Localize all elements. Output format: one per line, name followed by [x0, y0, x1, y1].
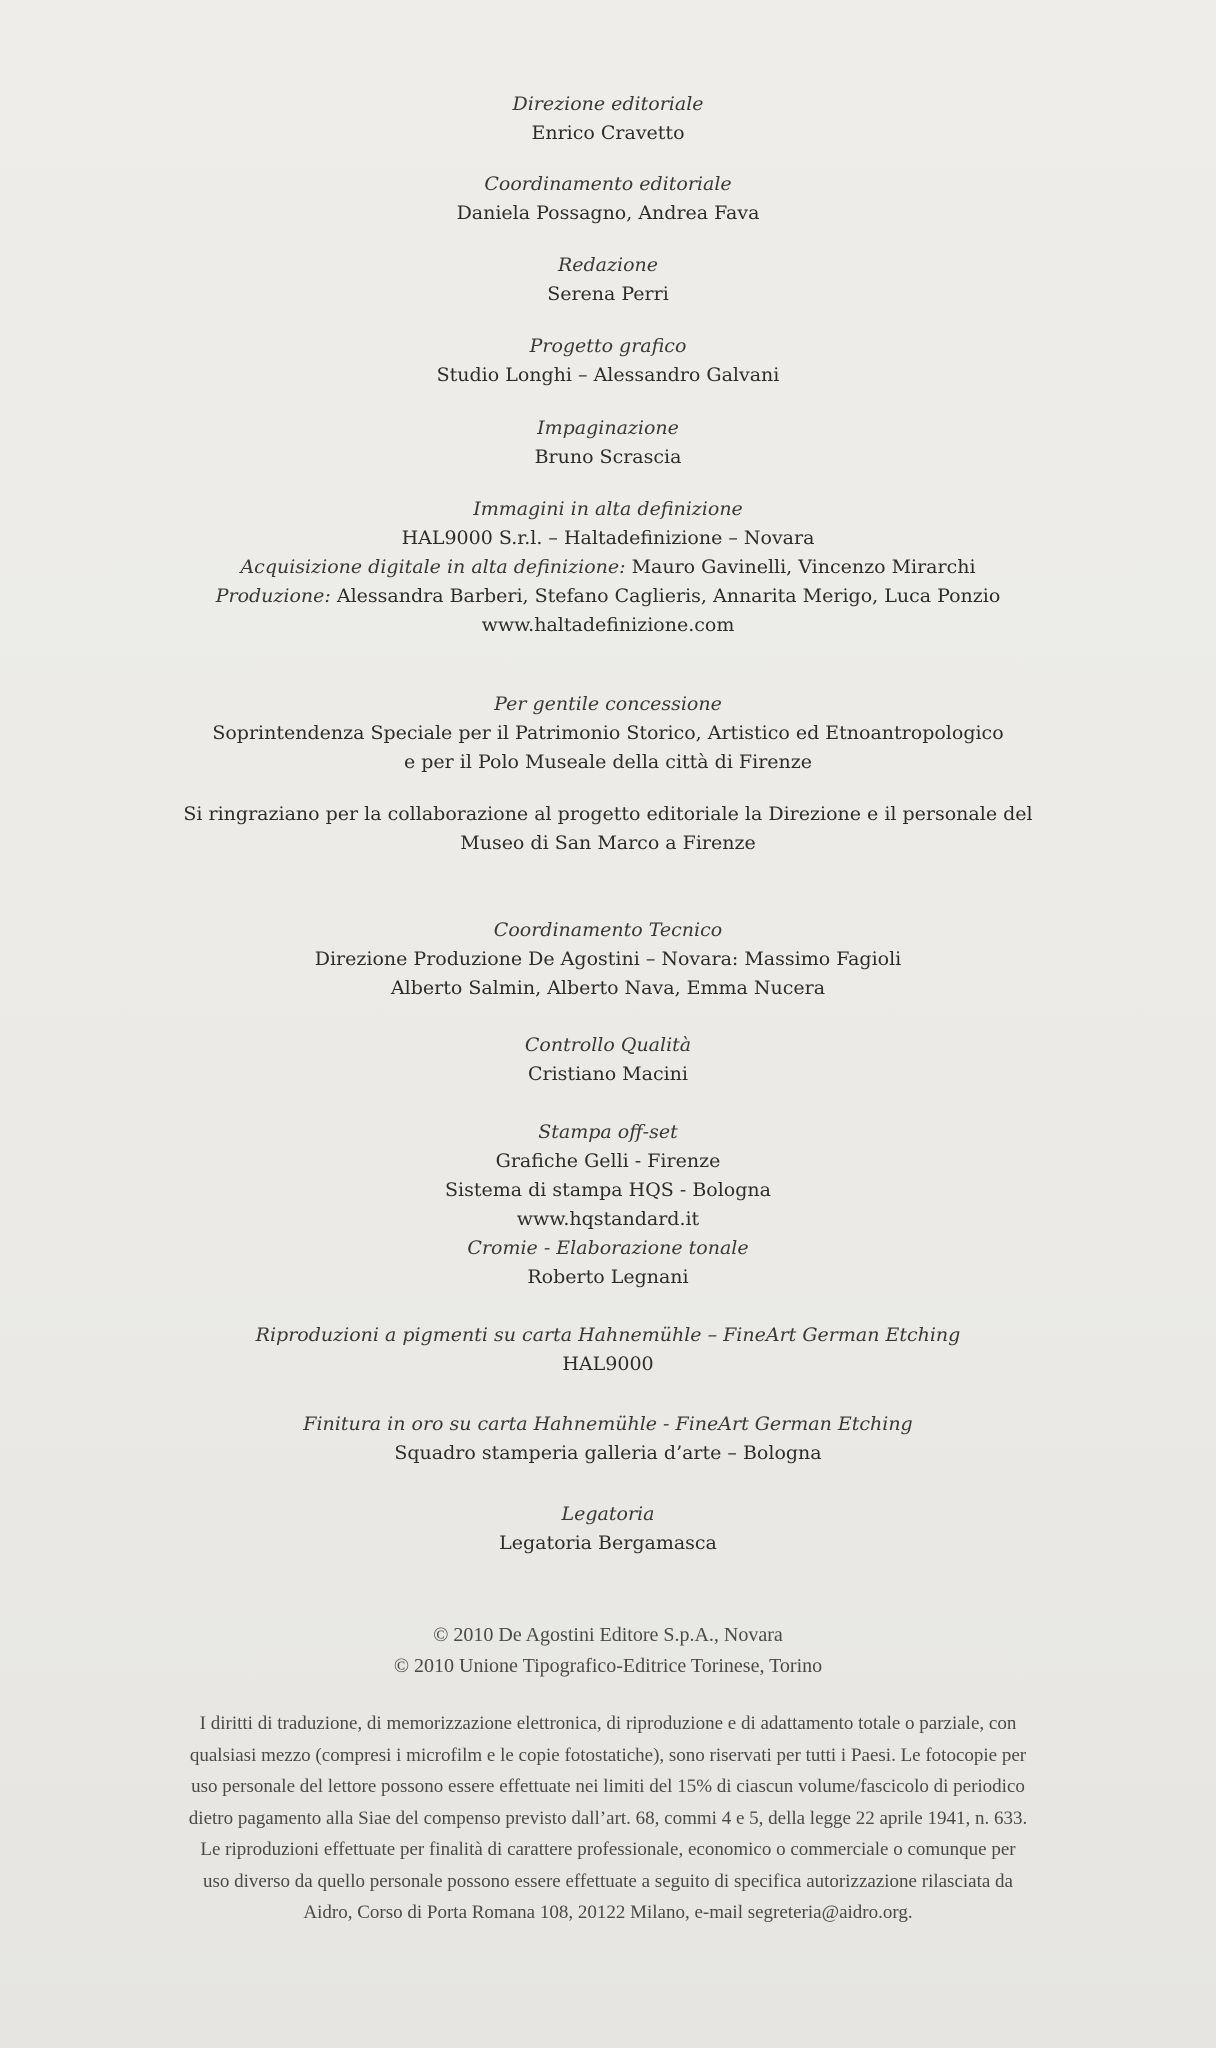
copyright-line: © 2010 Unione Tipografico-Editrice Torinese, Torino: [393, 1655, 823, 1677]
credit-value: Daniela Possagno, Andrea Fava: [456, 202, 760, 224]
credit-value: Bruno Scrascia: [534, 446, 682, 468]
credit-progetto-grafico: [0, 332, 1216, 390]
credit-riproduzioni: [0, 1321, 1216, 1379]
credit-label: Coordinamento Tecnico: [493, 919, 723, 941]
credit-value: Cristiano Macini: [527, 1063, 688, 1085]
credit-line: Direzione Produzione De Agostini – Novara: Massimo Fagioli: [314, 948, 902, 970]
ringraziamenti-line: Museo di San Marco a Firenze: [460, 832, 756, 854]
legal-line: uso personale del lettore possono essere effettuate nei limiti del 15% di ciascun volume/fascicolo di periodico: [191, 1776, 1025, 1797]
credit-value: HAL9000: [562, 1353, 654, 1375]
credit-value: Squadro stamperia galleria d’arte – Bologna: [394, 1442, 822, 1464]
credit-line: Sistema di stampa HQS - Bologna: [445, 1179, 771, 1201]
legal-line: Aidro, Corso di Porta Romana 108, 20122 Milano, e-mail segreteria@aidro.org.: [303, 1902, 913, 1923]
credit-line: Soprintendenza Speciale per il Patrimonio Storico, Artistico ed Etnoantropologico: [212, 722, 1004, 744]
credit-controllo-qualita: [0, 1031, 1216, 1089]
ringraziamenti: [0, 800, 1216, 858]
legal-notice: [130, 1708, 1086, 1929]
credit-website: www.hqstandard.it: [516, 1208, 700, 1230]
legal-line: uso diverso da quello personale possono essere effettuate a seguito di specifica autorizzazione rilasciata da: [202, 1870, 1013, 1892]
ringraziamenti-line: Si ringraziano per la collaborazione al progetto editoriale la Direzione e il personale del: [183, 803, 1033, 825]
cromie-label: Cromie - Elaborazione tonale: [467, 1237, 749, 1259]
credit-value: Enrico Cravetto: [531, 122, 685, 144]
credit-label: Progetto grafico: [529, 335, 687, 357]
credit-immagini: [0, 495, 1216, 640]
cromie-value: Roberto Legnani: [527, 1266, 689, 1288]
credit-coordinamento-editoriale: [0, 170, 1216, 228]
acquisizione-label: Acquisizione digitale in alta definizione:: [240, 556, 626, 578]
credit-label: Redazione: [557, 254, 659, 276]
credit-acquisizione: [0, 553, 1216, 582]
copyright-line: © 2010 De Agostini Editore S.p.A., Novara: [433, 1624, 783, 1646]
copyright-block: [0, 1620, 1216, 1682]
credit-coordinamento-tecnico: [0, 916, 1216, 1003]
credit-concessione: [0, 690, 1216, 777]
credit-label: Legatoria: [561, 1503, 655, 1525]
credit-label: Direzione editoriale: [512, 93, 704, 115]
credit-label: Impaginazione: [537, 417, 679, 439]
credit-value: Legatoria Bergamasca: [499, 1532, 717, 1554]
produzione-value: Alessandra Barberi, Stefano Caglieris, Annarita Merigo, Luca Ponzio: [330, 585, 1001, 607]
credit-line: e per il Polo Museale della città di Firenze: [403, 751, 813, 773]
credit-label: Riproduzioni a pigmenti su carta Hahnemühle – FineArt German Etching: [255, 1324, 961, 1346]
credit-label: Controllo Qualità: [524, 1034, 692, 1056]
credit-finitura: [0, 1410, 1216, 1468]
credit-label: Immagini in alta definizione: [473, 498, 743, 520]
legal-line: qualsiasi mezzo (compresi i microfilm e le copie fotostatiche), sono riservati per tutti i Paesi. Le fotocopie per: [189, 1744, 1027, 1766]
credit-produzione: [0, 582, 1216, 611]
credit-value: Serena Perri: [547, 283, 669, 305]
legal-line: dietro pagamento alla Siae del compenso previsto dall’art. 68, commi 4 e 5, della legge 22 aprile 1941, n. 633.: [188, 1807, 1028, 1829]
credit-impaginazione: [0, 414, 1216, 472]
credit-value: Studio Longhi – Alessandro Galvani: [436, 364, 780, 386]
credit-direzione-editoriale: [0, 90, 1216, 148]
legal-line: Le riproduzioni effettuate per finalità di carattere professionale, economico o commerciale o comunque per: [200, 1839, 1016, 1860]
credit-website: www.haltadefinizione.com: [481, 614, 735, 636]
credit-line: Alberto Salmin, Alberto Nava, Emma Nucera: [390, 977, 826, 999]
credit-line: Grafiche Gelli - Firenze: [495, 1150, 721, 1172]
credit-label: Finitura in oro su carta Hahnemühle - FineArt German Etching: [303, 1413, 913, 1435]
produzione-label: Produzione:: [215, 585, 331, 607]
credit-redazione: [0, 251, 1216, 309]
credit-stampa: [0, 1118, 1216, 1292]
credit-company: HAL9000 S.r.l. – Haltadefinizione – Novara: [401, 527, 815, 549]
acquisizione-value: Mauro Gavinelli, Vincenzo Mirarchi: [625, 556, 976, 578]
credit-label: Stampa off-set: [538, 1121, 678, 1143]
credit-label: Per gentile concessione: [494, 693, 722, 715]
credit-legatoria: [0, 1500, 1216, 1558]
legal-line: I diritti di traduzione, di memorizzazione elettronica, di riproduzione e di adattamento totale o parziale, con: [199, 1713, 1017, 1734]
credit-label: Coordinamento editoriale: [484, 173, 732, 195]
